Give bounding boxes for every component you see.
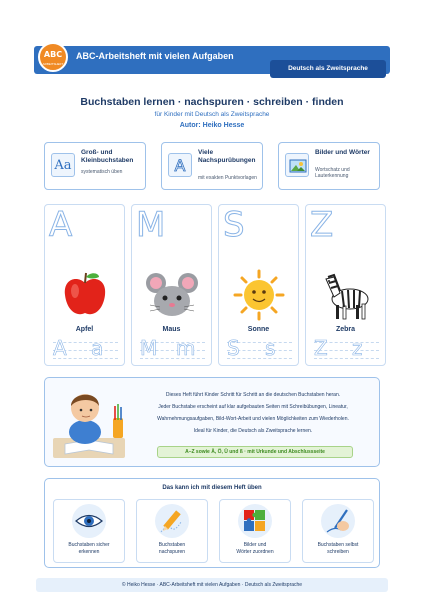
language-badge: Deutsch als Zweitsprache (270, 60, 386, 78)
tracing-row: S s (227, 338, 292, 360)
big-letter: M (136, 205, 166, 245)
description-line: Ideal für Kinder, die Deutsch als Zweitsprache lernen. (193, 428, 313, 434)
skill-recognize: Buchstaben sicher erkennen (53, 499, 125, 563)
feature-box-tracing: A Viele Nachspurübungen mit exakten Punktvorlagen (161, 142, 263, 190)
eye-icon (72, 504, 106, 538)
puzzle-icon (238, 504, 272, 538)
description-line: Wahrnehmungsaufgaben, Bild-Wort-Arbeit und vielen Möglichkeiten zum Wiederholen. (157, 416, 349, 422)
child-writing-illustration (51, 384, 127, 462)
picture-icon (285, 153, 309, 177)
author-line: Autor: Heiko Hesse (179, 122, 245, 129)
header-bar (34, 46, 390, 74)
apple-image (55, 269, 115, 321)
abc-logo: ABC ARBEITSHEFT (38, 42, 68, 72)
tracing-row: A a (53, 338, 118, 360)
word-label: Sonne (247, 326, 270, 333)
description-line: Dieses Heft führt Kinder Schritt für Schritt an die deutschen Buchstaben heran. (165, 392, 341, 398)
pencil-icon (155, 504, 189, 538)
page-title: Buchstaben lernen · nachspuren · schreiben · finden (80, 96, 344, 108)
word-label: Maus (162, 326, 181, 333)
skill-write: Buchstaben selbst schreiben (302, 499, 374, 563)
big-letter: S (223, 205, 245, 245)
big-letter: A (49, 205, 73, 245)
alphabet-badge: A–Z sowie Ä, Ö, Ü und ß · mit Urkunde und Abschlussseite (157, 446, 353, 458)
zebra-image (316, 269, 376, 321)
feature-box-letters: Aa Groß- und Kleinbuchstaben systematisch üben (44, 142, 146, 190)
page-subtitle: für Kinder mit Deutsch als Zweitsprache (154, 111, 270, 118)
letter-card-a (44, 204, 125, 366)
sun-image (229, 269, 289, 321)
feature-box-pictures: Bilder und Wörter Wortschatz und Lauterkennung (278, 142, 380, 190)
tracing-icon: A (168, 153, 192, 177)
word-label: Apfel (75, 326, 94, 333)
writing-hand-icon (321, 504, 355, 538)
mouse-image (142, 269, 202, 321)
letter-card-s (218, 204, 299, 366)
description-box (44, 377, 380, 467)
skill-trace: Buchstaben nachspuren (136, 499, 208, 563)
tracing-row: M m (140, 338, 205, 360)
footer: © Heiko Hesse · ABC-Arbeitsheft mit vielen Aufgaben · Deutsch als Zweitsprache (36, 578, 388, 592)
tracing-row: Z z (314, 338, 379, 360)
skills-box (44, 478, 380, 568)
cover-page (34, 42, 390, 588)
header-title: ABC-Arbeitsheft mit vielen Aufgaben (76, 51, 234, 61)
skills-heading: Das kann ich mit diesem Heft üben (162, 485, 262, 491)
letter-card-m (131, 204, 212, 366)
word-label: Zebra (335, 326, 356, 333)
skill-match: Bilder und Wörter zuordnen (219, 499, 291, 563)
letter-card-z (305, 204, 386, 366)
big-letter: Z (310, 205, 334, 245)
letters-icon: Aa (51, 153, 75, 177)
description-line: Jeder Buchstabe erscheint auf klar aufgebauten Seiten mit Schreibübungen, Lineatur, (158, 404, 348, 410)
